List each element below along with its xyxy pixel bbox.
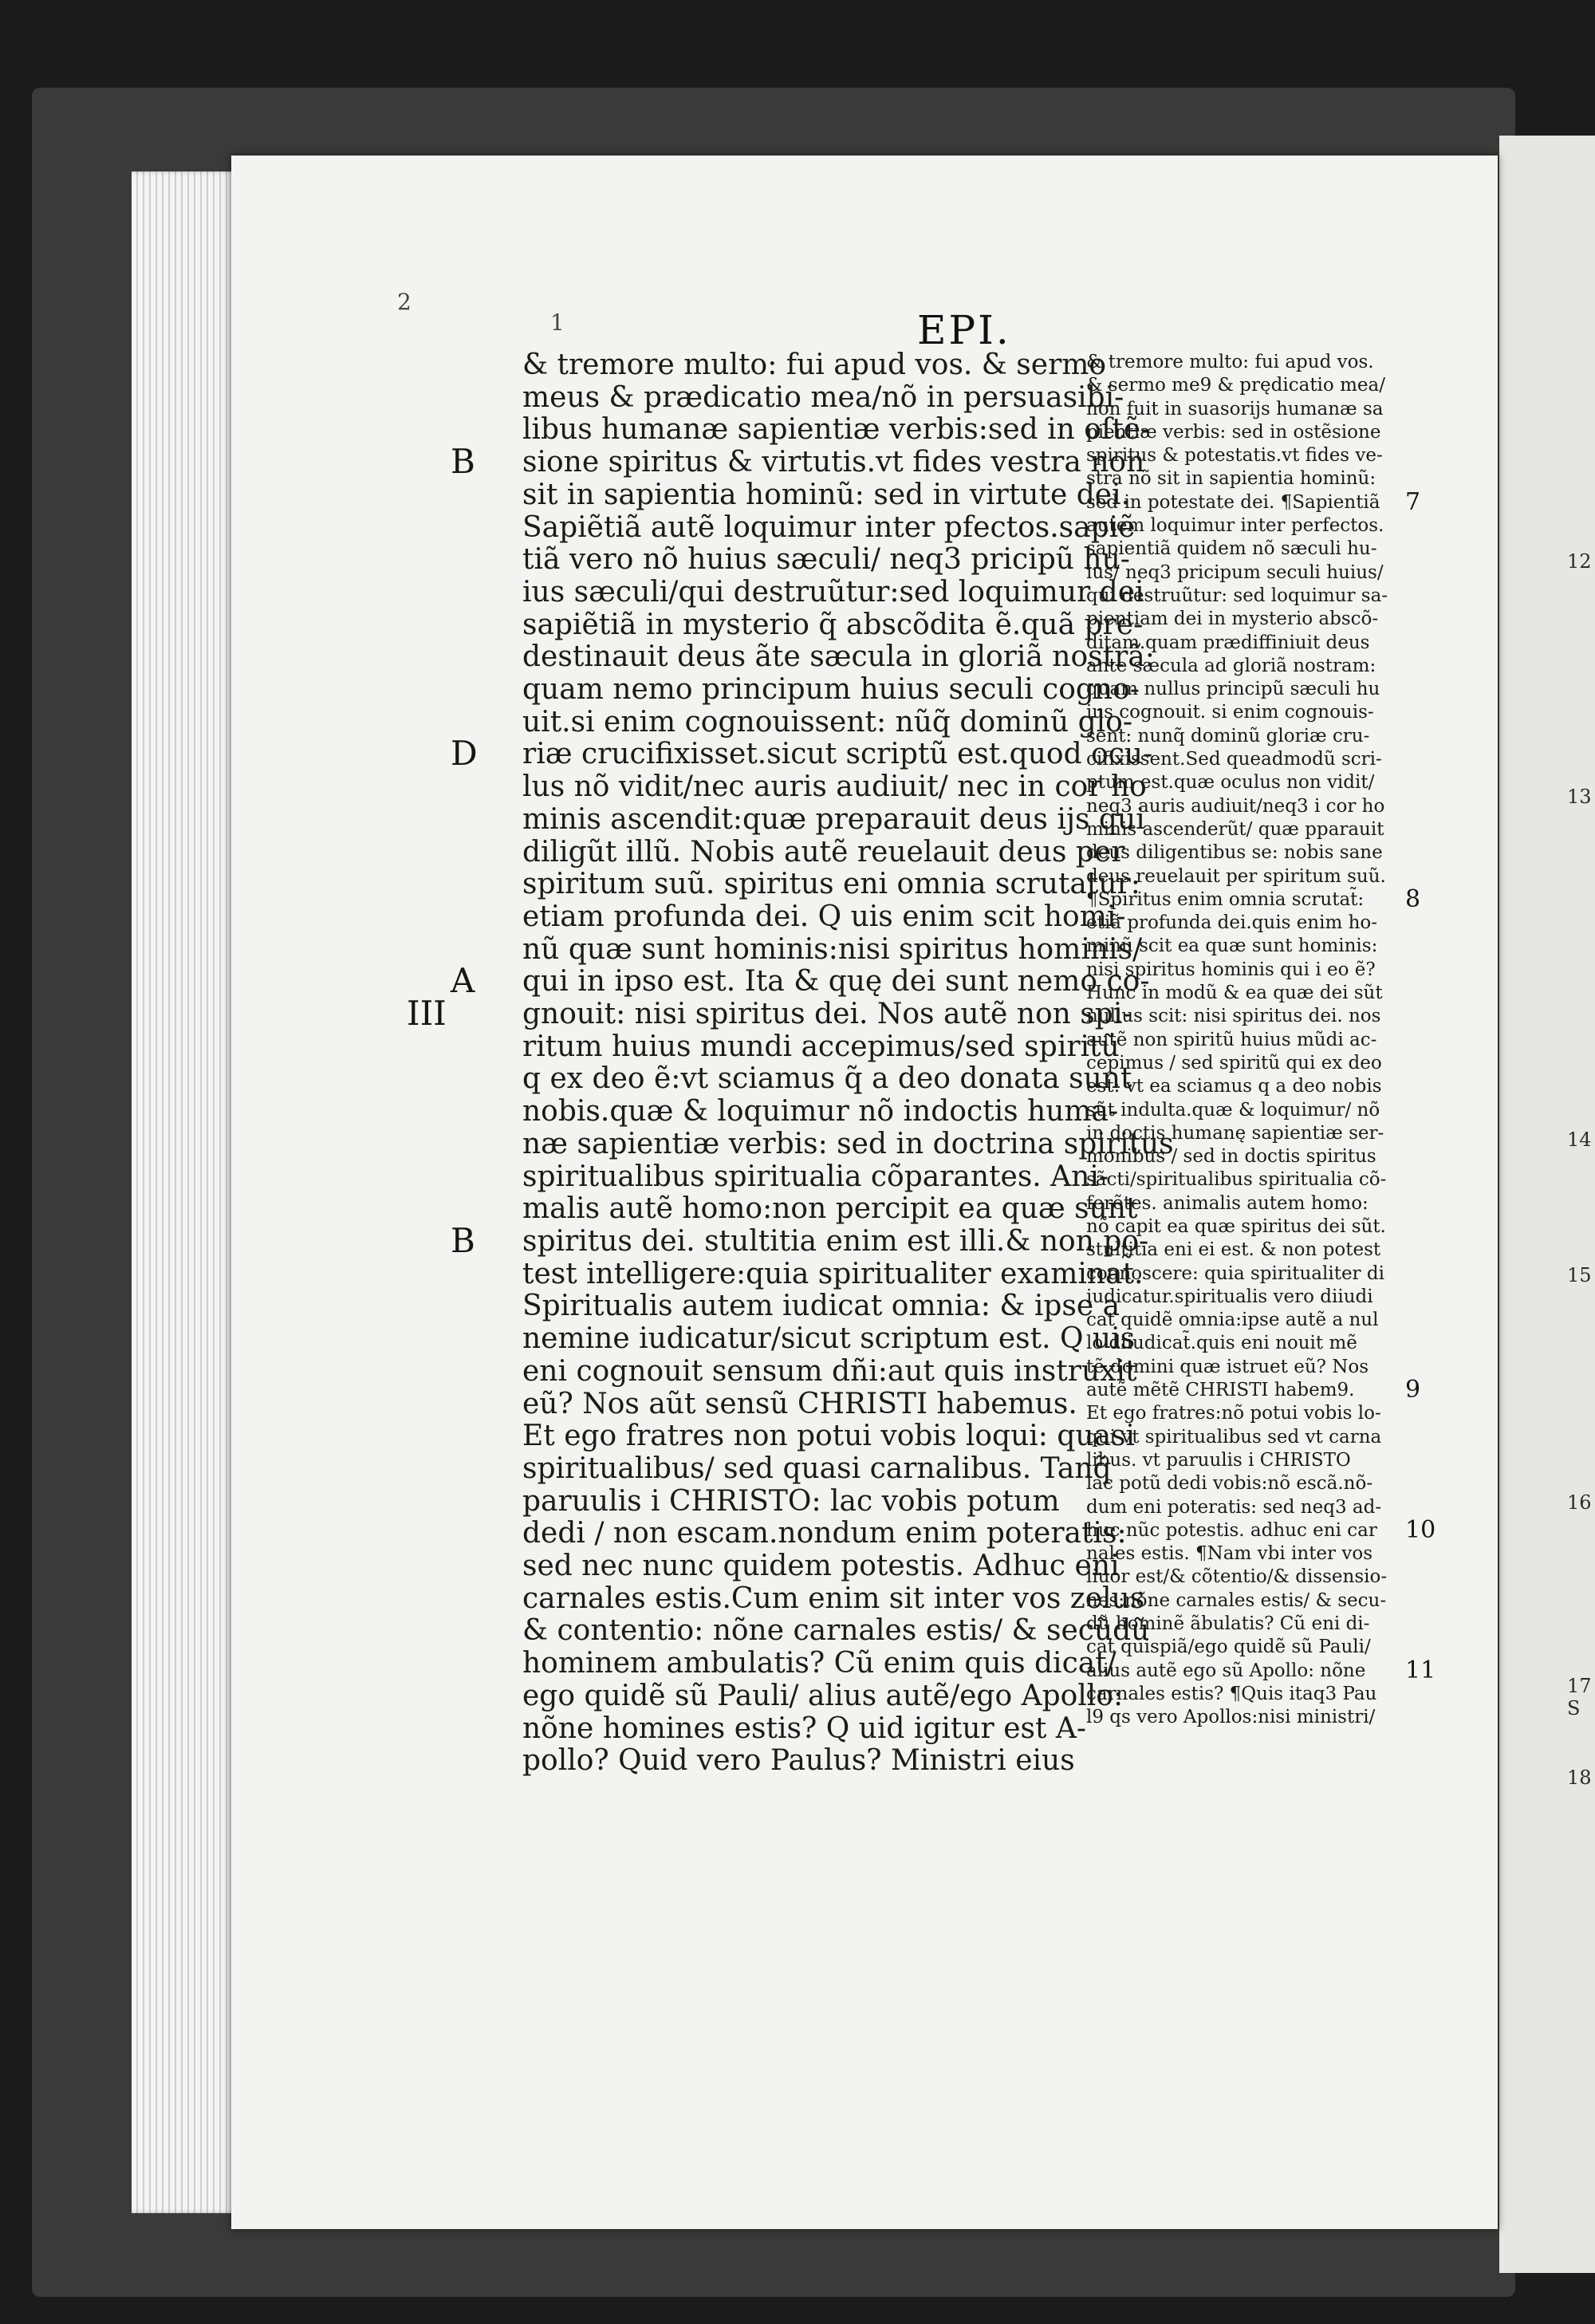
left_column-line: test intelligere:quia spiritualiter examinat̃. xyxy=(522,1257,1144,1290)
left_column-line: etiam profunda dei. Q uis enim scit homi- xyxy=(522,900,1126,933)
right_column-line: etiã profunda dei.quis enim ho- xyxy=(1086,912,1378,934)
left_column-line: Spiritualis autem iudicat omnia: & ipse a xyxy=(522,1290,1120,1323)
left_column-line: nõne homines estis? Q uid igitur est A- xyxy=(522,1711,1087,1745)
right_column-line: dũ hominẽ ãbulatis? Cũ eni di- xyxy=(1086,1613,1370,1635)
page-edges xyxy=(132,171,235,2213)
right_column-line: neq3 auris audiuit/neq3 i cor ho xyxy=(1086,795,1385,817)
right_column-line: dum eni poteratis: sed neq3 ad- xyxy=(1086,1496,1382,1518)
right_column-line: ptum est.quæ oculus non vidit/ xyxy=(1086,772,1375,794)
right_column-line: in doctis humanę sapientiæ ser- xyxy=(1086,1122,1384,1144)
right_column-line: ferẽtes. animalis autem homo: xyxy=(1086,1192,1369,1214)
left_column-line: nobis.quæ & loquimur nõ indoctis huma- xyxy=(522,1095,1119,1129)
adjacent-page-fragment: 14 xyxy=(1567,1129,1592,1151)
right_column-line: quam nullus principũ sæculi hu xyxy=(1086,679,1380,700)
left_column-line: meus & prædicatio mea/nõ in persuasibi- xyxy=(522,380,1124,414)
right_column-line: ¶Spiritus enim omnia scrutat̃: xyxy=(1086,888,1365,910)
right_column-line: Et ego fratres:nõ potui vobis lo- xyxy=(1086,1403,1381,1424)
left_column-line: sione spiritus & virtutis.vt fides vestra non xyxy=(522,446,1145,479)
right_column-line: qui destruũtur: sed loquimur sa- xyxy=(1086,585,1388,606)
right_column-line: huc nũc potestis. adhuc eni car xyxy=(1086,1519,1377,1541)
right_column-line: nisi spiritus hominis qui i eo ẽ? xyxy=(1086,959,1376,980)
right_column-line: spiritus & potestatis.vt fides ve- xyxy=(1086,445,1383,467)
right_column-line: liuor est/& cõtentio/& dissensio- xyxy=(1086,1566,1388,1588)
left_column-line: quam nemo principum huius seculi cogno- xyxy=(522,673,1140,707)
right_column-line: ditam.quam prædiffiniuit deus xyxy=(1086,632,1370,653)
left_column-line: ego quidẽ sũ Pauli/ alius autẽ/ego Apollo: xyxy=(522,1679,1124,1712)
right_column-line: cognoscere: quia spiritualiter di xyxy=(1086,1262,1384,1284)
left-text-column xyxy=(522,349,1174,1778)
right_column-line: alius autẽ ego sũ Apollo: nõne xyxy=(1086,1660,1366,1681)
verse-number: 10 xyxy=(1405,1516,1436,1544)
right_column-line: sũt indulta.quæ & loquimur/ nõ xyxy=(1086,1099,1380,1121)
header-mark: 1 xyxy=(550,309,565,336)
left_column-line: minis ascendit:quæ preparauit deus ijs qui xyxy=(522,802,1145,836)
right_column-line: autẽ non spiritũ huius mũdi ac- xyxy=(1086,1029,1377,1050)
left_column-line: dedi / non escam.nondum enim poteratis: xyxy=(522,1517,1127,1550)
left_column-line: libus humanæ sapientiæ verbis:sed in oſtẽ- xyxy=(522,413,1151,447)
left_column-line: paruulis i CHRISTO: lac vobis potum xyxy=(522,1484,1060,1518)
adjacent-page-fragment: 18 xyxy=(1567,1767,1592,1789)
left_column-line: riæ crucifixisset.sicut scriptũ est.quod ocu- xyxy=(522,738,1153,771)
left_column-line: sit in sapientia hominũ: sed in virtute dei. xyxy=(522,478,1131,511)
left_column-line: sapiẽtiã in mysterio q̃ abscõdita ẽ.quã pre- xyxy=(522,608,1144,641)
left_column-line: spiritus dei. stultitia enim est illi.& non po- xyxy=(522,1224,1149,1258)
adjacent-page xyxy=(1499,136,1595,2273)
right_column-line: nales estis. ¶Nam vbi inter vos xyxy=(1086,1543,1372,1565)
right_column-line: sapientiã quidem nõ sæculi hu- xyxy=(1086,538,1377,560)
right_column-line: tẽ domini quæ istruet eũ? Nos xyxy=(1086,1356,1369,1377)
verse-number: 9 xyxy=(1405,1376,1421,1404)
left_column-line: & tremore multo: fui apud vos. & sermo xyxy=(522,349,1107,381)
left_column-line: carnales estis.Cum enim sit inter vos zelus xyxy=(522,1582,1145,1615)
right_column-line: pientiam dei in mysterio abscõ- xyxy=(1086,609,1379,630)
left_column-line: q ex deo ẽ:vt sciamus q̃ a deo donata sunt xyxy=(522,1062,1132,1096)
running-head: EPI. xyxy=(917,307,1011,353)
margin-letter: B xyxy=(451,442,475,482)
right_column-line: iudicatur.spiritualis vero diiudi xyxy=(1086,1286,1373,1307)
margin-letter: B xyxy=(451,1220,475,1260)
right_column-line: carnales estis? ¶Quis itaq3 Pau xyxy=(1086,1683,1377,1704)
right_column-line: cepimus / sed spiritũ qui ex deo xyxy=(1086,1052,1382,1073)
right_column-line: stra nõ sit in sapientia hominũ: xyxy=(1086,468,1376,490)
corner-mark: 2 xyxy=(397,289,412,315)
right_column-line: deus reuelauit per spiritum suũ. xyxy=(1086,865,1386,887)
right_column-line: nullus scit: nisi spiritus dei. nos xyxy=(1086,1006,1381,1027)
left_column-line: spiritum suũ. spiritus eni omnia scrutatur: xyxy=(522,868,1140,901)
right_column-line: cat quidẽ omnia:ipse autẽ a nul xyxy=(1086,1310,1379,1331)
right_column-line: minũ scit ea quæ sunt hominis: xyxy=(1086,936,1378,957)
left_column-line: diligũt illũ. Nobis autẽ reuelauit deus per xyxy=(522,835,1125,869)
left_column-line: qui in ipso est. Ita & quę dei sunt nemo co- xyxy=(522,965,1150,999)
left_column-line: & contentio: nõne carnales estis/ & secũdũ xyxy=(522,1614,1150,1648)
right_column-line: minis ascenderũt/ quæ pparauit xyxy=(1086,818,1384,840)
margin-letter: III xyxy=(407,994,447,1033)
left_column-line: hominem ambulatis? Cũ enim quis dicat/ xyxy=(522,1647,1116,1680)
left_column-line: ius sæculi/qui destruũtur:sed loquimur dei xyxy=(522,575,1144,609)
right_column-line: ius/ neq3 pricipum seculi huius/ xyxy=(1086,561,1384,583)
right_column-line: sent: nunq̃ dominũ gloriæ cru- xyxy=(1086,725,1370,746)
adjacent-page-fragment: 17 S xyxy=(1567,1675,1592,1719)
left_column-line: spiritualibus spiritualia cõparantes. Ani- xyxy=(522,1160,1109,1193)
right_column-line: ante sæcula ad gloriã nostram: xyxy=(1086,655,1376,676)
right_column-line: & sermo me9 & prędicatio mea/ xyxy=(1086,375,1385,396)
right_column-line: qui vt spiritualibus sed vt carna xyxy=(1086,1426,1382,1448)
left_column-line: spiritualibus/ sed quasi carnalibus. Tanq̃ xyxy=(522,1452,1112,1485)
right_column-line: Hunc in modũ & ea quæ dei sũt xyxy=(1086,983,1383,1004)
left_column-line: nũ quæ sunt hominis:nisi spiritus hominis/ xyxy=(522,932,1143,966)
right_column-line: cifixissent.Sed queadmodũ scri- xyxy=(1086,749,1382,770)
right_column-line: l9 qs vero Apollos:nisi ministri/ xyxy=(1086,1707,1376,1728)
left_column-line: pollo? Quid vero Paulus? Ministri eius xyxy=(522,1744,1075,1778)
left_column-line: malis autẽ homo:non percipit ea quæ sunt xyxy=(522,1192,1138,1226)
margin-letter: D xyxy=(451,734,478,774)
right_column-line: deus diligentibus se: nobis sane xyxy=(1086,842,1383,864)
left_column-line: destinauit deus ãte sæcula in gloriã nostrã: xyxy=(522,640,1155,674)
right_column-line: sed in potestate dei. ¶Sapientiã xyxy=(1086,491,1380,513)
right_column-line: & tremore multo: fui apud vos. xyxy=(1086,352,1374,372)
right_column-line: ius cognouit. si enim cognouis- xyxy=(1086,702,1374,723)
margin-letter: A xyxy=(451,961,475,1001)
right_column-line: autẽ mẽtẽ CHRISTI habem9. xyxy=(1086,1380,1355,1401)
left_column-line: sed nec nunc quidem potestis. Adhuc eni xyxy=(522,1550,1120,1583)
right_column-line: sãcti/spiritualibus spiritualia cõ- xyxy=(1086,1169,1387,1191)
adjacent-page-fragment: 12 xyxy=(1567,550,1592,573)
right_column-line: nes:nõne carnales estis/ & secu- xyxy=(1086,1589,1387,1611)
right_column-line: stultitia eni ei est. & non potest xyxy=(1086,1239,1381,1261)
left_column-line: eni cognouit sensum dñi:aut quis instruxit xyxy=(522,1354,1137,1388)
verse-number: 11 xyxy=(1405,1656,1436,1684)
left_column-line: ritum huius mundi accepimus/sed spiritũ xyxy=(522,1030,1120,1063)
left_column-line: nemine iudicatur/sicut scriptum est. Q uis xyxy=(522,1322,1136,1356)
right_column-line: libus. vt paruulis i CHRISTO xyxy=(1086,1449,1351,1471)
right_column-line: cat quispiã/ego quidẽ sũ Pauli/ xyxy=(1086,1637,1371,1658)
right_column-line: autem loquimur inter perfectos. xyxy=(1086,515,1384,537)
left_column-line: næ sapientiæ verbis: sed in doctrina spiritus xyxy=(522,1127,1174,1160)
verse-number: 8 xyxy=(1405,884,1421,913)
right_column-line: monibus / sed in doctis spiritus xyxy=(1086,1146,1376,1168)
right_column-line: nõ capit ea quæ spiritus dei sũt. xyxy=(1086,1215,1386,1237)
right_column-line: lo diiudicat̃.quis eni nouit mẽ xyxy=(1086,1333,1357,1354)
left_column-line: tiã vero nõ huius sæculi/ neq3 pricipũ hu- xyxy=(522,543,1130,577)
left_column-line: gnouit: nisi spiritus dei. Nos autẽ non spi- xyxy=(522,998,1132,1031)
verse-number: 7 xyxy=(1405,487,1421,516)
right_column-line: non fuit in suasorijs humanæ sa xyxy=(1086,398,1384,420)
adjacent-page-fragment: 16 xyxy=(1567,1491,1592,1514)
right-text-column xyxy=(1086,351,1405,1730)
right_column-line: pientiæ verbis: sed in ostẽsione xyxy=(1086,421,1381,443)
adjacent-page-fragment: 13 xyxy=(1567,786,1592,808)
left_column-line: Et ego fratres non potui vobis loqui: quasi xyxy=(522,1420,1136,1453)
left_column-line: Sapiẽtiã autẽ loquimur inter pfectos.sapiẽ xyxy=(522,510,1136,544)
left_column-line: eũ? Nos aũt sensũ CHRISTI habemus. xyxy=(522,1387,1077,1420)
adjacent-page-fragment: 15 xyxy=(1567,1264,1592,1286)
left_column-line: uit.si enim cognouissent: nũq̃ dominũ glo- xyxy=(522,705,1132,739)
left_column-line: lus nõ vidit/nec auris audiuit/ nec in cor ho xyxy=(522,770,1147,804)
right_column-line: lac potũ dedi vobis:nõ escã.nõ- xyxy=(1086,1473,1373,1495)
right_column-line: est: vt ea sciamus q a deo nobis xyxy=(1086,1076,1382,1097)
